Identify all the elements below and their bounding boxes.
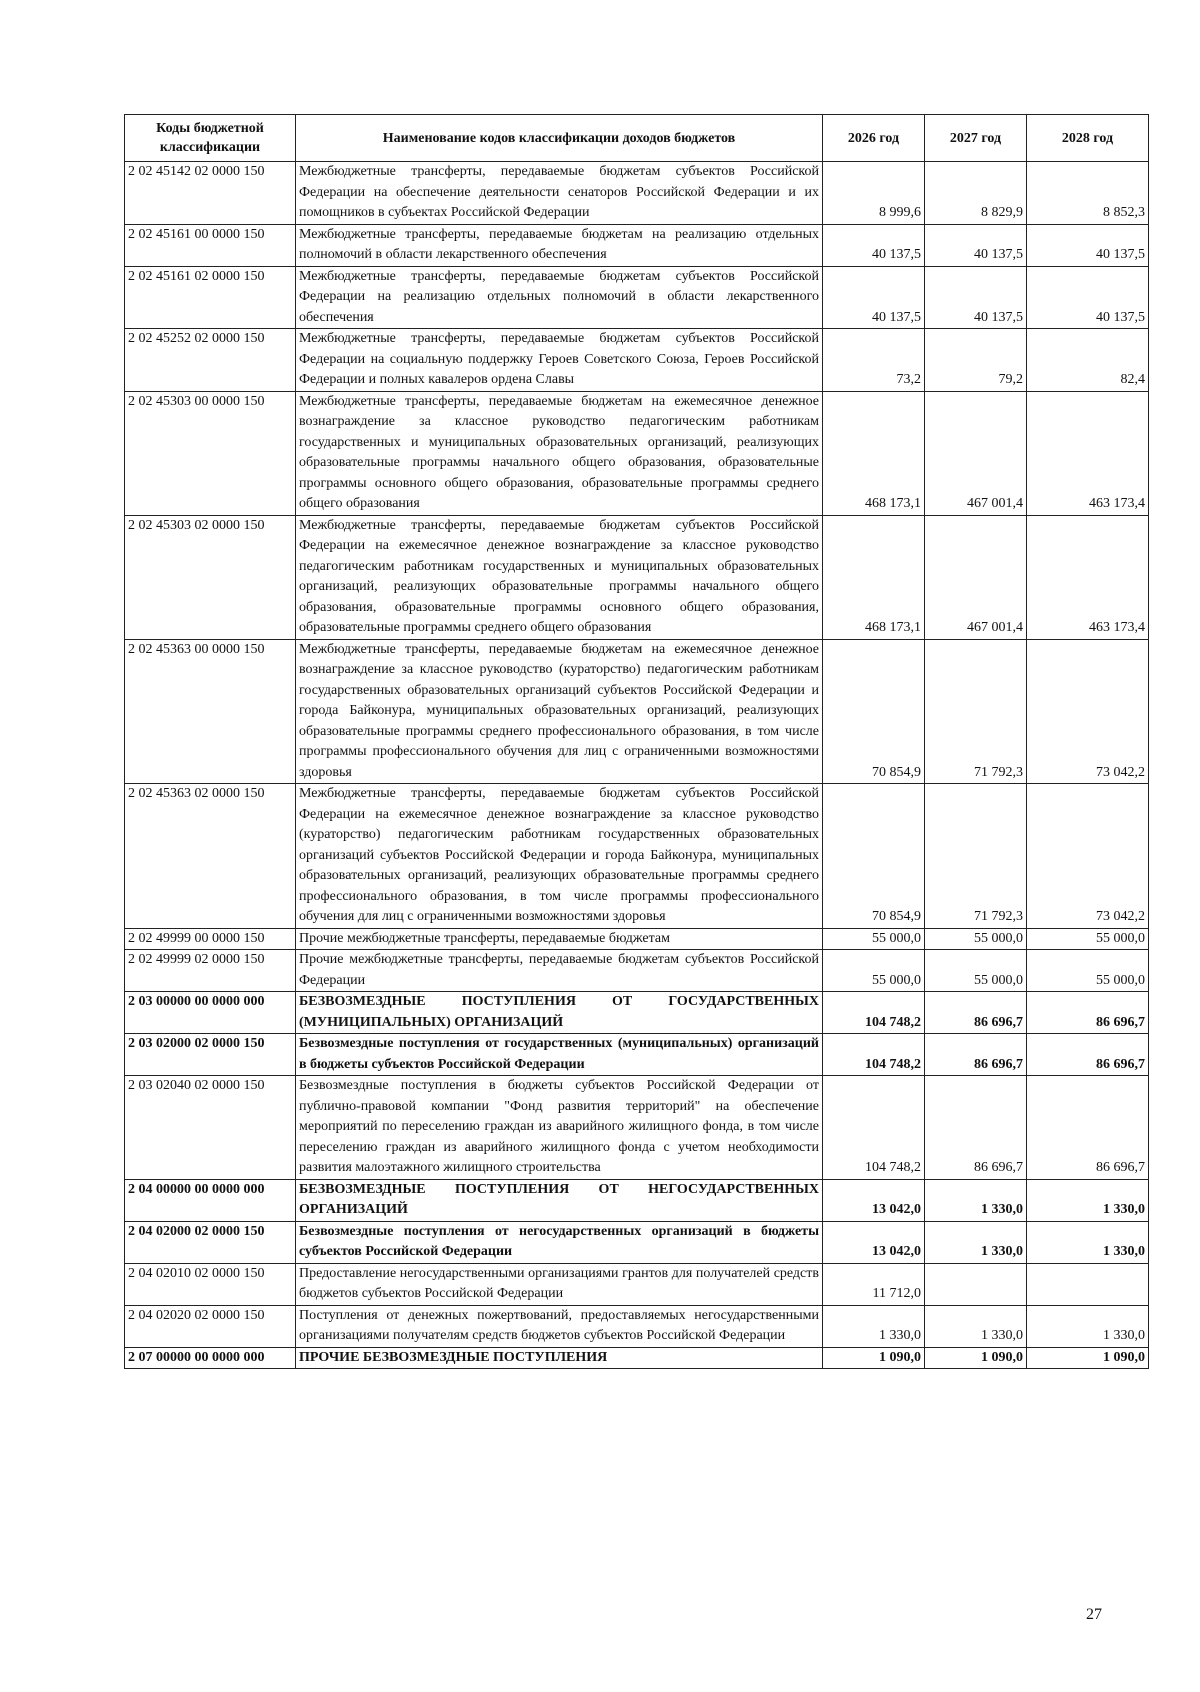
row-value-2028: 82,4 <box>1027 329 1149 392</box>
row-value-2027: 79,2 <box>925 329 1027 392</box>
row-code: 2 02 45303 02 0000 150 <box>125 515 296 639</box>
row-value-2028: 55 000,0 <box>1027 928 1149 950</box>
header-name: Наименование кодов классификации доходов бюджетов <box>296 115 823 162</box>
table-row <box>125 1076 1149 1180</box>
row-value-2027: 467 001,4 <box>925 391 1027 515</box>
row-value-2026: 104 748,2 <box>823 1076 925 1180</box>
row-value-2027: 1 330,0 <box>925 1305 1027 1347</box>
row-code: 2 02 45142 02 0000 150 <box>125 162 296 225</box>
row-name: Безвозмездные поступления от негосударственных организаций в бюджеты субъектов Российской Федерации <box>296 1221 823 1263</box>
row-value-2027: 1 330,0 <box>925 1221 1027 1263</box>
row-value-2026: 11 712,0 <box>823 1263 925 1305</box>
row-name: Межбюджетные трансферты, передаваемые бюджетам субъектов Российской Федерации на ежемесячное денежное вознаграждение за классное руководство (кураторство) педагогическим работникам государственных образовательных организаций субъектов Российской Федерации и города Байконура, муниципальных образовательных организаций, реализующих образовательные программы среднего профессионального образования, в том числе программы профессионального обучения для лиц с ограниченными возможностями здоровья <box>296 784 823 929</box>
row-value-2027: 40 137,5 <box>925 266 1027 329</box>
row-value-2026: 104 748,2 <box>823 992 925 1034</box>
table-row <box>125 329 1149 392</box>
row-code: 2 02 45161 02 0000 150 <box>125 266 296 329</box>
row-value-2026: 1 330,0 <box>823 1305 925 1347</box>
row-value-2026: 13 042,0 <box>823 1179 925 1221</box>
row-value-2028: 1 330,0 <box>1027 1221 1149 1263</box>
page-number: 27 <box>1086 1606 1102 1623</box>
row-value-2028: 73 042,2 <box>1027 639 1149 784</box>
table-row <box>125 784 1149 929</box>
row-value-2028: 463 173,4 <box>1027 515 1149 639</box>
row-value-2027: 55 000,0 <box>925 928 1027 950</box>
row-value-2027: 71 792,3 <box>925 639 1027 784</box>
row-value-2028: 1 330,0 <box>1027 1305 1149 1347</box>
row-value-2027: 1 330,0 <box>925 1179 1027 1221</box>
row-code: 2 02 49999 00 0000 150 <box>125 928 296 950</box>
row-code: 2 02 45363 02 0000 150 <box>125 784 296 929</box>
header-2028: 2028 год <box>1027 115 1149 162</box>
row-name: Прочие межбюджетные трансферты, передаваемые бюджетам <box>296 928 823 950</box>
row-name: Межбюджетные трансферты, передаваемые бюджетам на ежемесячное денежное вознаграждение за классное руководство педагогическим работникам государственных и муниципальных образовательных организаций, реализующих образовательные программы начального общего образования, образовательные программы основного общего образования, образовательные программы среднего общего образования <box>296 391 823 515</box>
row-value-2026: 70 854,9 <box>823 784 925 929</box>
row-value-2026: 55 000,0 <box>823 950 925 992</box>
row-name: Межбюджетные трансферты, передаваемые бюджетам субъектов Российской Федерации на реализацию отдельных полномочий в области лекарственного обеспечения <box>296 266 823 329</box>
row-code: 2 04 02000 02 0000 150 <box>125 1221 296 1263</box>
row-name: Предоставление негосударственными организациями грантов для получателей средств бюджетов субъектов Российской Федерации <box>296 1263 823 1305</box>
row-name: Межбюджетные трансферты, передаваемые бюджетам субъектов Российской Федерации на ежемесячное денежное вознаграждение за классное руководство педагогическим работникам государственных и муниципальных образовательных организаций, реализующих образовательные программы начального общего образования, образовательные программы основного общего образования, образовательные программы среднего общего образования <box>296 515 823 639</box>
row-value-2027: 86 696,7 <box>925 992 1027 1034</box>
row-value-2028: 55 000,0 <box>1027 950 1149 992</box>
table-row <box>125 928 1149 950</box>
row-value-2026: 73,2 <box>823 329 925 392</box>
header-code: Коды бюджетной классификации <box>125 115 296 162</box>
row-value-2027: 8 829,9 <box>925 162 1027 225</box>
row-value-2026: 40 137,5 <box>823 266 925 329</box>
row-value-2028: 86 696,7 <box>1027 1034 1149 1076</box>
table-row <box>125 639 1149 784</box>
row-value-2028: 86 696,7 <box>1027 1076 1149 1180</box>
table-row <box>125 224 1149 266</box>
row-code: 2 02 45303 00 0000 150 <box>125 391 296 515</box>
header-2026: 2026 год <box>823 115 925 162</box>
row-value-2026: 468 173,1 <box>823 515 925 639</box>
row-name: Безвозмездные поступления в бюджеты субъектов Российской Федерации от публично-правовой компании "Фонд развития территорий" на обеспечение мероприятий по переселению граждан из аварийного жилищного фонда, в том числе переселению граждан из аварийного жилищного фонда с учетом необходимости развития малоэтажного жилищного строительства <box>296 1076 823 1180</box>
table-row <box>125 992 1149 1034</box>
table-row <box>125 1179 1149 1221</box>
table-row <box>125 1263 1149 1305</box>
row-name: Безвозмездные поступления от государственных (муниципальных) организаций в бюджеты субъектов Российской Федерации <box>296 1034 823 1076</box>
table-row <box>125 391 1149 515</box>
row-value-2028: 1 090,0 <box>1027 1347 1149 1369</box>
row-value-2028: 73 042,2 <box>1027 784 1149 929</box>
row-value-2027: 86 696,7 <box>925 1034 1027 1076</box>
row-code: 2 02 45252 02 0000 150 <box>125 329 296 392</box>
row-name: БЕЗВОЗМЕЗДНЫЕ ПОСТУПЛЕНИЯ ОТ НЕГОСУДАРСТВЕННЫХ ОРГАНИЗАЦИЙ <box>296 1179 823 1221</box>
row-name: БЕЗВОЗМЕЗДНЫЕ ПОСТУПЛЕНИЯ ОТ ГОСУДАРСТВЕННЫХ (МУНИЦИПАЛЬНЫХ) ОРГАНИЗАЦИЙ <box>296 992 823 1034</box>
row-name: Межбюджетные трансферты, передаваемые бюджетам на ежемесячное денежное вознаграждение за классное руководство (кураторство) педагогическим работникам государственных образовательных организаций субъектов Российской Федерации и города Байконура, муниципальных образовательных организаций, реализующих образовательные программы среднего профессионального образования, в том числе программы профессионального обучения для лиц с ограниченными возможностями здоровья <box>296 639 823 784</box>
row-code: 2 02 49999 02 0000 150 <box>125 950 296 992</box>
row-code: 2 04 02020 02 0000 150 <box>125 1305 296 1347</box>
row-code: 2 02 45363 00 0000 150 <box>125 639 296 784</box>
row-value-2026: 1 090,0 <box>823 1347 925 1369</box>
row-value-2026: 468 173,1 <box>823 391 925 515</box>
table-row <box>125 1305 1149 1347</box>
header-2027: 2027 год <box>925 115 1027 162</box>
row-value-2027: 467 001,4 <box>925 515 1027 639</box>
table-row <box>125 1347 1149 1369</box>
row-value-2027 <box>925 1263 1027 1305</box>
row-value-2028: 8 852,3 <box>1027 162 1149 225</box>
table-row <box>125 266 1149 329</box>
row-value-2028 <box>1027 1263 1149 1305</box>
row-value-2026: 40 137,5 <box>823 224 925 266</box>
row-name: ПРОЧИЕ БЕЗВОЗМЕЗДНЫЕ ПОСТУПЛЕНИЯ <box>296 1347 823 1369</box>
row-value-2026: 104 748,2 <box>823 1034 925 1076</box>
row-code: 2 04 00000 00 0000 000 <box>125 1179 296 1221</box>
row-value-2028: 1 330,0 <box>1027 1179 1149 1221</box>
table-row <box>125 1221 1149 1263</box>
table-row <box>125 515 1149 639</box>
row-value-2027: 71 792,3 <box>925 784 1027 929</box>
row-value-2027: 1 090,0 <box>925 1347 1027 1369</box>
table-row <box>125 1034 1149 1076</box>
budget-revenue-table <box>124 114 1149 1369</box>
row-code: 2 07 00000 00 0000 000 <box>125 1347 296 1369</box>
row-code: 2 03 02040 02 0000 150 <box>125 1076 296 1180</box>
row-value-2028: 86 696,7 <box>1027 992 1149 1034</box>
row-name: Поступления от денежных пожертвований, предоставляемых негосударственными организациями получателям средств бюджетов субъектов Российской Федерации <box>296 1305 823 1347</box>
row-name: Межбюджетные трансферты, передаваемые бюджетам на реализацию отдельных полномочий в области лекарственного обеспечения <box>296 224 823 266</box>
row-value-2026: 8 999,6 <box>823 162 925 225</box>
row-value-2028: 40 137,5 <box>1027 266 1149 329</box>
row-value-2027: 40 137,5 <box>925 224 1027 266</box>
table-row <box>125 950 1149 992</box>
row-value-2027: 86 696,7 <box>925 1076 1027 1180</box>
row-code: 2 04 02010 02 0000 150 <box>125 1263 296 1305</box>
row-value-2026: 70 854,9 <box>823 639 925 784</box>
row-name: Межбюджетные трансферты, передаваемые бюджетам субъектов Российской Федерации на обеспечение деятельности сенаторов Российской Федерации и их помощников в субъектах Российской Федерации <box>296 162 823 225</box>
row-value-2026: 13 042,0 <box>823 1221 925 1263</box>
row-name: Прочие межбюджетные трансферты, передаваемые бюджетам субъектов Российской Федерации <box>296 950 823 992</box>
row-value-2027: 55 000,0 <box>925 950 1027 992</box>
row-code: 2 03 02000 02 0000 150 <box>125 1034 296 1076</box>
row-name: Межбюджетные трансферты, передаваемые бюджетам субъектов Российской Федерации на социальную поддержку Героев Советского Союза, Героев Российской Федерации и полных кавалеров ордена Славы <box>296 329 823 392</box>
row-value-2028: 40 137,5 <box>1027 224 1149 266</box>
row-code: 2 02 45161 00 0000 150 <box>125 224 296 266</box>
row-value-2028: 463 173,4 <box>1027 391 1149 515</box>
row-code: 2 03 00000 00 0000 000 <box>125 992 296 1034</box>
table-header-row <box>125 115 1149 162</box>
row-value-2026: 55 000,0 <box>823 928 925 950</box>
table-body <box>125 162 1149 1369</box>
table-row <box>125 162 1149 225</box>
